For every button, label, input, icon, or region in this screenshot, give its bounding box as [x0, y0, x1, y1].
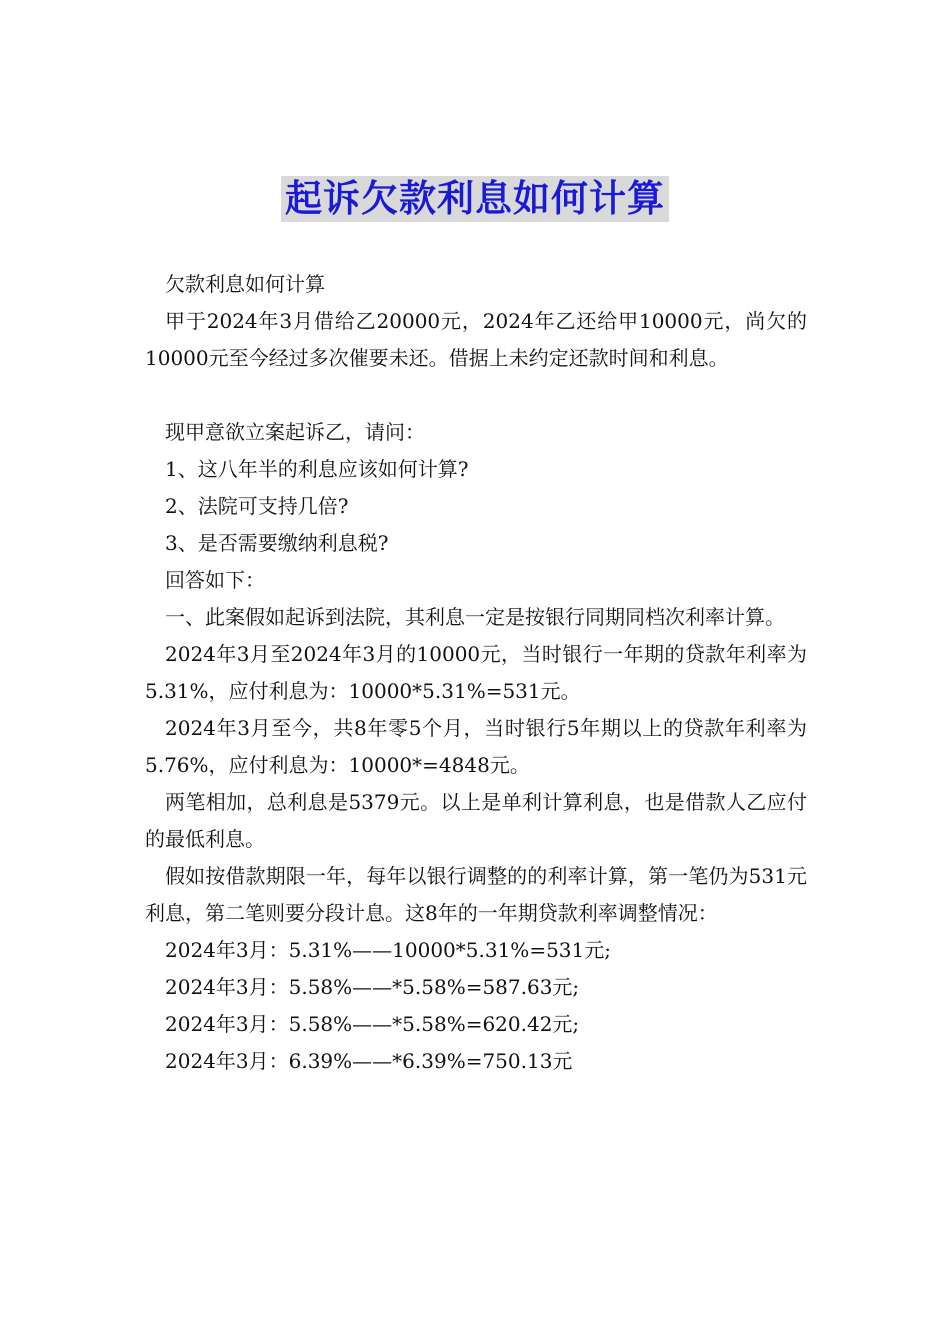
- document-body: [145, 266, 807, 1080]
- paragraph: 2024年3月：5.58%——*5.58%=587.63元;: [165, 975, 580, 999]
- paragraph: 假如按借款期限一年，每年以银行调整的的利率计算，第一笔仍为531元利息，第二笔则要分段计息。这8年的一年期贷款利率调整情况：: [145, 864, 807, 925]
- document-title: 起诉欠款利息如何计算: [281, 176, 669, 222]
- title-container: [0, 176, 950, 222]
- paragraph: 2024年3月至今，共8年零5个月，当时银行5年期以上的贷款年利率为5.76%，应付利息为：10000*=4848元。: [145, 716, 807, 777]
- paragraph: 2、法院可支持几倍?: [165, 494, 349, 518]
- paragraph: 3、是否需要缴纳利息税?: [165, 531, 389, 555]
- paragraph: 1、这八年半的利息应该如何计算?: [165, 457, 469, 481]
- paragraph: 一、此案假如起诉到法院，其利息一定是按银行同期同档次利率计算。: [165, 605, 785, 629]
- paragraph: 甲于2024年3月借给乙20000元，2024年乙还给甲10000元，尚欠的10000元至今经过多次催要未还。借据上未约定还款时间和利息。: [145, 309, 807, 370]
- paragraph: 2024年3月至2024年3月的10000元，当时银行一年期的贷款年利率为5.31%，应付利息为：10000*5.31%=531元。: [145, 642, 807, 703]
- paragraph: 两笔相加，总利息是5379元。以上是单利计算利息，也是借款人乙应付的最低利息。: [145, 790, 807, 851]
- paragraph: 现甲意欲立案起诉乙，请问：: [165, 420, 425, 444]
- paragraph: 回答如下：: [165, 568, 265, 592]
- paragraph: 欠款利息如何计算: [165, 272, 325, 296]
- paragraph: 2024年3月：5.31%——10000*5.31%=531元;: [165, 938, 611, 962]
- paragraph: 2024年3月：6.39%——*6.39%=750.13元: [165, 1049, 573, 1073]
- paragraph: 2024年3月：5.58%——*5.58%=620.42元;: [165, 1012, 580, 1036]
